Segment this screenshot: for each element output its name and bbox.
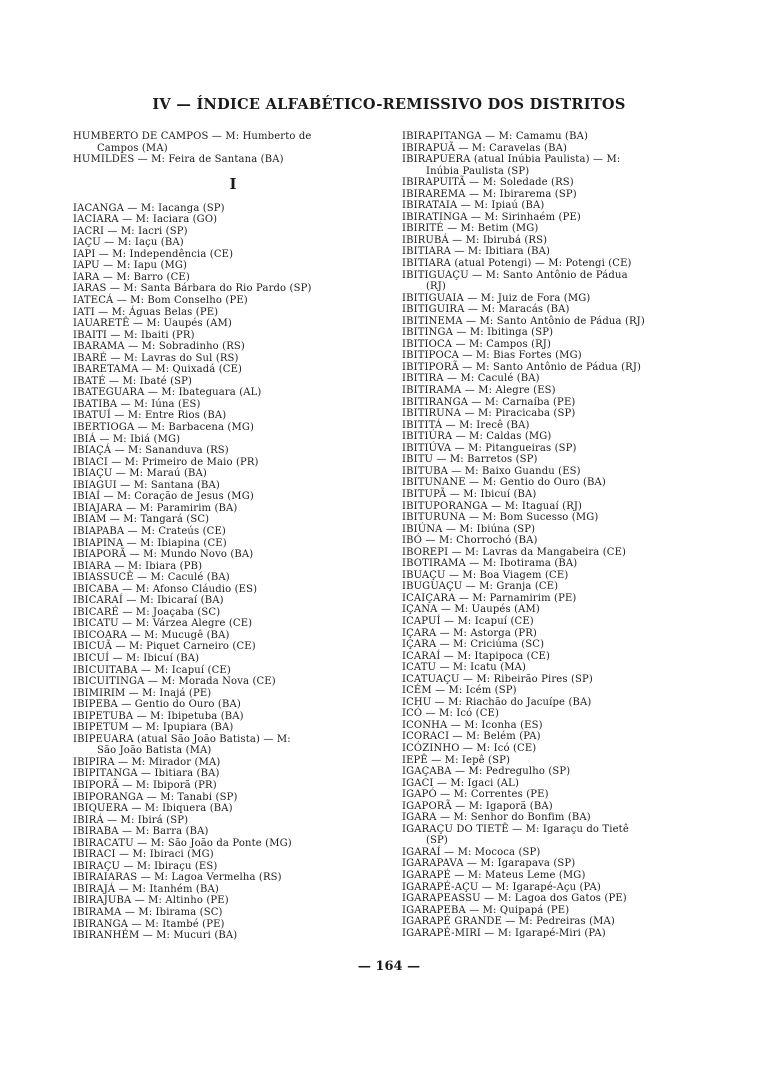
- index-entry: IARA — M: Barro (CE): [73, 271, 190, 283]
- index-entry: IAPU — M: Iapu (MG): [73, 260, 188, 272]
- index-entry: IBIAÇU — M: Maraú (BA): [73, 468, 207, 480]
- index-entry: IGARAPAVA — M: Igarapava (SP): [402, 858, 576, 870]
- index-entry: IBITIARA — M: Ibitiara (BA): [402, 246, 551, 258]
- index-entry: ICAPUÍ — M: Icapuí (CE): [402, 615, 534, 627]
- index-entry: IBIPEBA — Gentio do Ouro (BA): [73, 699, 241, 711]
- index-entry: IBITUPORANGA — M: Itaguaí (RJ): [402, 500, 583, 512]
- index-entry-continuation: (SP): [426, 835, 448, 847]
- index-entry: IBIRAJUBA — M: Altinho (PE): [73, 895, 229, 907]
- index-entry: IGAPORÃ — M: Igaporã (BA): [402, 800, 553, 812]
- index-entry: IBIASSUCÊ — M: Caculé (BA): [73, 572, 230, 584]
- index-entry: IBITIPOCA — M: Bias Fortes (MG): [402, 350, 582, 362]
- index-entry: IÇARA — M: Astorga (PR): [402, 627, 537, 639]
- index-entry: IBITIGUAIA — M: Juiz de Fora (MG): [402, 292, 591, 304]
- index-entry: IATI — M: Águas Belas (PE): [73, 306, 219, 318]
- index-entry: IBICARAÍ — M: Ibicaraí (BA): [73, 595, 224, 607]
- index-entry: IBITU — M: Barretos (SP): [402, 454, 538, 466]
- index-entry: IBIAPABA — M: Crateús (CE): [73, 525, 226, 537]
- entry-list: [402, 131, 720, 939]
- index-entry: IBIARA — M: Ibiara (PB): [73, 560, 203, 572]
- index-entry: IBIPORÃ — M: Ibiporã (PR): [73, 779, 217, 791]
- index-entry: IBITIARA (atual Potengi) — M: Potengi (CE): [402, 258, 632, 270]
- index-entry: IBITIÚRA — M: Caldas (MG): [402, 431, 552, 443]
- index-entry: IBITUPÃ — M: Ibicuí (BA): [402, 488, 537, 500]
- index-entry: IBITUNANE — M: Gentio do Ouro (BA): [402, 477, 606, 489]
- index-entry: ICÓZINHO — M: Icó (CE): [402, 742, 537, 754]
- index-entry: IBIAGUI — M: Santana (BA): [73, 479, 220, 491]
- index-entry: IGARAPEBA — M: Quipapá (PE): [402, 904, 570, 916]
- index-entry: IACIARA — M: Iaciara (GO): [73, 214, 218, 226]
- index-entry: IBIRACATU — M: São João da Ponte (MG): [73, 837, 292, 849]
- index-entry: ICORACI — M: Belém (PA): [402, 731, 541, 743]
- index-entry: IBÓ — M: Chorrochó (BA): [402, 535, 538, 547]
- index-entry: IBATÉ — M: Ibaté (SP): [73, 375, 193, 387]
- index-entry: IBIAÍ — M: Coração de Jesus (MG): [73, 491, 254, 503]
- index-entry: IBIÚNA — M: Ibiúna (SP): [402, 523, 536, 535]
- pre-entries: [73, 131, 393, 166]
- index-entry: ICATUAÇU — M: Ribeirão Pires (SP): [402, 673, 593, 685]
- index-entry: IBIRATAIA — M: Ipiaú (BA): [402, 200, 545, 212]
- index-entry: IEPÊ — M: Iepê (SP): [402, 754, 511, 766]
- index-entry: IBIRAPUERA (atual Inúbia Paulista) — M:: [402, 154, 621, 166]
- index-entry: ICHU — M: Riachão do Jacuípe (BA): [402, 696, 592, 708]
- index-entry: IBIRAPUITÃ — M: Soledade (RS): [402, 177, 574, 189]
- index-entry: IBITURUNA — M: Bom Sucesso (MG): [402, 512, 599, 524]
- index-entry: IGARAPÉ-MIRI — M: Igarapé-Miri (PA): [402, 927, 606, 939]
- index-entry: IBIAPINA — M: Ibiapina (CE): [73, 537, 227, 549]
- index-entry: ICONHA — M: Iconha (ES): [402, 719, 543, 731]
- index-entry-continuation: Campos (MA): [97, 142, 168, 154]
- index-entry: IBERTIOGA — M: Barbacena (MG): [73, 422, 255, 434]
- index-entry: IBITUBA — M: Baixo Guandu (ES): [402, 465, 581, 477]
- index-entry: IBARAMA — M: Sobradinho (RS): [73, 341, 245, 353]
- index-entry: IGARAPÉ-AÇU — M: Igarapé-Açu (PA): [402, 881, 601, 893]
- index-entry: IBIPORANGA — M: Tanabi (SP): [73, 791, 238, 803]
- index-entry: IBIRATINGA — M: Sirinhaém (PE): [402, 211, 581, 223]
- index-entry: IBIRAREMA — M: Ibirarema (SP): [402, 188, 577, 200]
- index-entry: IBICABA — M: Afonso Cláudio (ES): [73, 583, 258, 595]
- index-entry-continuation: São João Batista (MA): [97, 745, 212, 757]
- index-entry: IBITINEMA — M: Santo Antônio de Pádua (RJ): [402, 315, 645, 327]
- index-entry: IBIRÁ — M: Ibirá (SP): [73, 814, 189, 826]
- index-entry: IBIRAÇU — M: Ibiraçu (ES): [73, 860, 218, 872]
- index-entry: IATECÁ — M: Bom Conselho (PE): [73, 295, 248, 307]
- index-entry: IGAÇABA — M: Pedregulho (SP): [402, 766, 571, 778]
- index-entry: IBICUÃ — M: Piquet Carneiro (CE): [73, 641, 256, 653]
- index-entry: IAUARETÊ — M: Uaupés (AM): [73, 318, 232, 330]
- index-entry-continuation: (RJ): [426, 281, 446, 293]
- index-entry: IBIAJARA — M: Paramirim (BA): [73, 502, 238, 514]
- index-entry: IBICARÉ — M: Joaçaba (SC): [73, 606, 221, 618]
- index-entry: IBITIRANGA — M: Carnaíba (PE): [402, 396, 576, 408]
- index-entry: IGACI — M: Igaci (AL): [402, 777, 520, 789]
- index-entry: IAÇU — M: Iaçu (BA): [73, 237, 184, 249]
- index-entry: IACANGA — M: Iacanga (SP): [73, 202, 225, 214]
- index-entry: ICÓ — M: Icó (CE): [402, 708, 499, 720]
- index-entry: IGARAÍ — M: Mococa (SP): [402, 846, 541, 858]
- index-entry: IÇARA — M: Criciúma (SC): [402, 639, 545, 651]
- index-entry: IGARAPEASSU — M: Lagoa dos Gatos (PE): [402, 893, 627, 905]
- index-entry: IBITIRA — M: Caculé (BA): [402, 373, 540, 385]
- index-entry: IBIRAIARAS — M: Lagoa Vermelha (RS): [73, 872, 282, 884]
- index-entry: IBIPETUBA — M: Ibipetuba (BA): [73, 710, 244, 722]
- index-entry: IBIMIRIM — M: Inajá (PE): [73, 687, 212, 699]
- index-entry: IBIRANGA — M: Itambé (PE): [73, 918, 225, 930]
- index-entry: IBITIOCA — M: Campos (RJ): [402, 338, 552, 350]
- index-entry: IBIACI — M: Primeiro de Maio (PR): [73, 456, 259, 468]
- index-entry: IBARETAMA — M: Quixadá (CE): [73, 364, 243, 376]
- index-entry: IBIRANHÉM — M: Mucuri (BA): [73, 930, 238, 942]
- index-entry: IBICUITABA — M: Icapuí (CE): [73, 664, 231, 676]
- index-entry: ICÉM — M: Icém (SP): [402, 685, 517, 697]
- index-entry: IBUGUAÇU — M: Granja (CE): [402, 581, 559, 593]
- index-entry: IBICOARA — M: Mucugê (BA): [73, 629, 230, 641]
- index-entry: IBOTIRAMA — M: Ibotirama (BA): [402, 558, 578, 570]
- index-entry: IBIPEUARA (atual São João Batista) — M:: [73, 733, 291, 745]
- index-entry: IAPI — M: Independência (CE): [73, 248, 234, 260]
- index-entry: ICATU — M: Icatu (MA): [402, 662, 527, 674]
- index-entry: IBIAÇÁ — M: Sananduva (RS): [73, 445, 229, 457]
- entry-list: [73, 203, 393, 942]
- index-entry: IGARAPÉ — M: Mateus Leme (MG): [402, 870, 586, 881]
- index-entry: IBIAPORÃ — M: Mundo Novo (BA): [73, 549, 254, 561]
- section-letter: I: [229, 174, 237, 193]
- index-entry: IBIPETUM — M: Ipupiara (BA): [73, 722, 234, 734]
- left-column: [73, 131, 393, 942]
- index-entry: IBARÉ — M: Lavras do Sul (RS): [73, 352, 239, 364]
- index-entry: IBITIPORÃ — M: Santo Antônio de Pádua (RJ): [402, 361, 642, 373]
- index-entry: IBOREPI — M: Lavras da Mangabeira (CE): [402, 546, 627, 558]
- page-title: IV — ÍNDICE ALFABÉTICO-REMISSIVO DOS DISTRITOS: [152, 96, 626, 113]
- index-entry: IBAITI — M: Ibaiti (PR): [73, 329, 195, 341]
- index-entry: IGAPÓ — M: Correntes (PE): [402, 789, 549, 801]
- index-entry: IARAS — M: Santa Bárbara do Rio Pardo (SP): [73, 283, 312, 295]
- index-entry: IBIÁ — M: Ibiá (MG): [73, 433, 181, 445]
- index-entry: IBATEGUARA — M: Ibateguara (AL): [73, 387, 262, 399]
- index-entry-continuation: Inúbia Paulista (SP): [426, 165, 530, 177]
- index-entry: IGARAÇU DO TIETÊ — M: Igaraçu do Tietê: [402, 823, 629, 835]
- index-entry: IBITIRAMA — M: Alegre (ES): [402, 385, 556, 397]
- index-entry: IBIAM — M: Tangará (SC): [73, 514, 210, 526]
- index-entry: IBITIRUNA — M: Piracicaba (SP): [402, 408, 576, 420]
- index-entry: IBITINGA — M: Ibitinga (SP): [402, 327, 554, 339]
- index-entry: IBIRAMA — M: Ibirama (SC): [73, 907, 223, 918]
- index-entry: IBIPITANGA — Ibitiara (BA): [73, 768, 220, 780]
- index-entry: IBIRAPUÃ — M: Caravelas (BA): [402, 142, 568, 154]
- index-entry: IBIRAPITANGA — M: Camamu (BA): [402, 131, 589, 142]
- right-column: [402, 131, 720, 939]
- index-entry: IGARAPÉ GRANDE — M: Pedreiras (MA): [402, 916, 615, 928]
- index-entry: IBITITÁ — M: Irecê (BA): [402, 419, 530, 431]
- index-entry: IBICUÍ — M: Ibicuí (BA): [73, 652, 200, 664]
- index-entry: IBICUITINGA — M: Morada Nova (CE): [73, 676, 276, 688]
- index-entry: IBIQUERA — M: Ibiquera (BA): [73, 803, 233, 815]
- index-entry: IBIRACI — M: Ibiraci (MG): [73, 849, 214, 861]
- index-entry: IBATUÍ — M: Entre Rios (BA): [73, 410, 227, 422]
- index-entry: HUMILDES — M: Feira de Santana (BA): [73, 154, 284, 166]
- page-number: — 164 —: [357, 959, 421, 974]
- index-entry: IBIPIRA — M: Mirador (MA): [73, 756, 221, 768]
- index-entry: ICAIÇARA — M: Parnamirim (PE): [402, 592, 577, 604]
- index-entry: IBUAÇU — M: Boa Viagem (CE): [402, 569, 569, 581]
- index-entry: IBIRAJÁ — M: Itanhém (BA): [73, 883, 219, 895]
- index-entry: HUMBERTO DE CAMPOS — M: Humberto de: [73, 131, 312, 142]
- index-entry: IBATIBA — M: Iúna (ES): [73, 398, 201, 410]
- index-entry: IBITIÚVA — M: Pitangueiras (SP): [402, 442, 577, 454]
- index-entry: IBICATU — M: Várzea Alegre (CE): [73, 618, 253, 630]
- index-entry: IBITIGUIRA — M: Maracás (BA): [402, 304, 570, 316]
- index-entry: IBIRUBÁ — M: Ibirubá (RS): [402, 234, 548, 246]
- index-entry: IBIRITÉ — M: Betim (MG): [402, 223, 539, 235]
- index-entry: IBIRABA — M: Barra (BA): [73, 826, 209, 838]
- index-entry: ICARAÍ — M: Itapipoca (CE): [402, 650, 551, 662]
- index-entry: IBITIGUAÇU — M: Santo Antônio de Pádua: [402, 269, 628, 281]
- index-entry: IGARA — M: Senhor do Bonfim (BA): [402, 812, 591, 824]
- index-entry: IACRI — M: Iacri (SP): [73, 225, 188, 237]
- index-entry: IÇANA — M: Uaupés (AM): [402, 604, 540, 616]
